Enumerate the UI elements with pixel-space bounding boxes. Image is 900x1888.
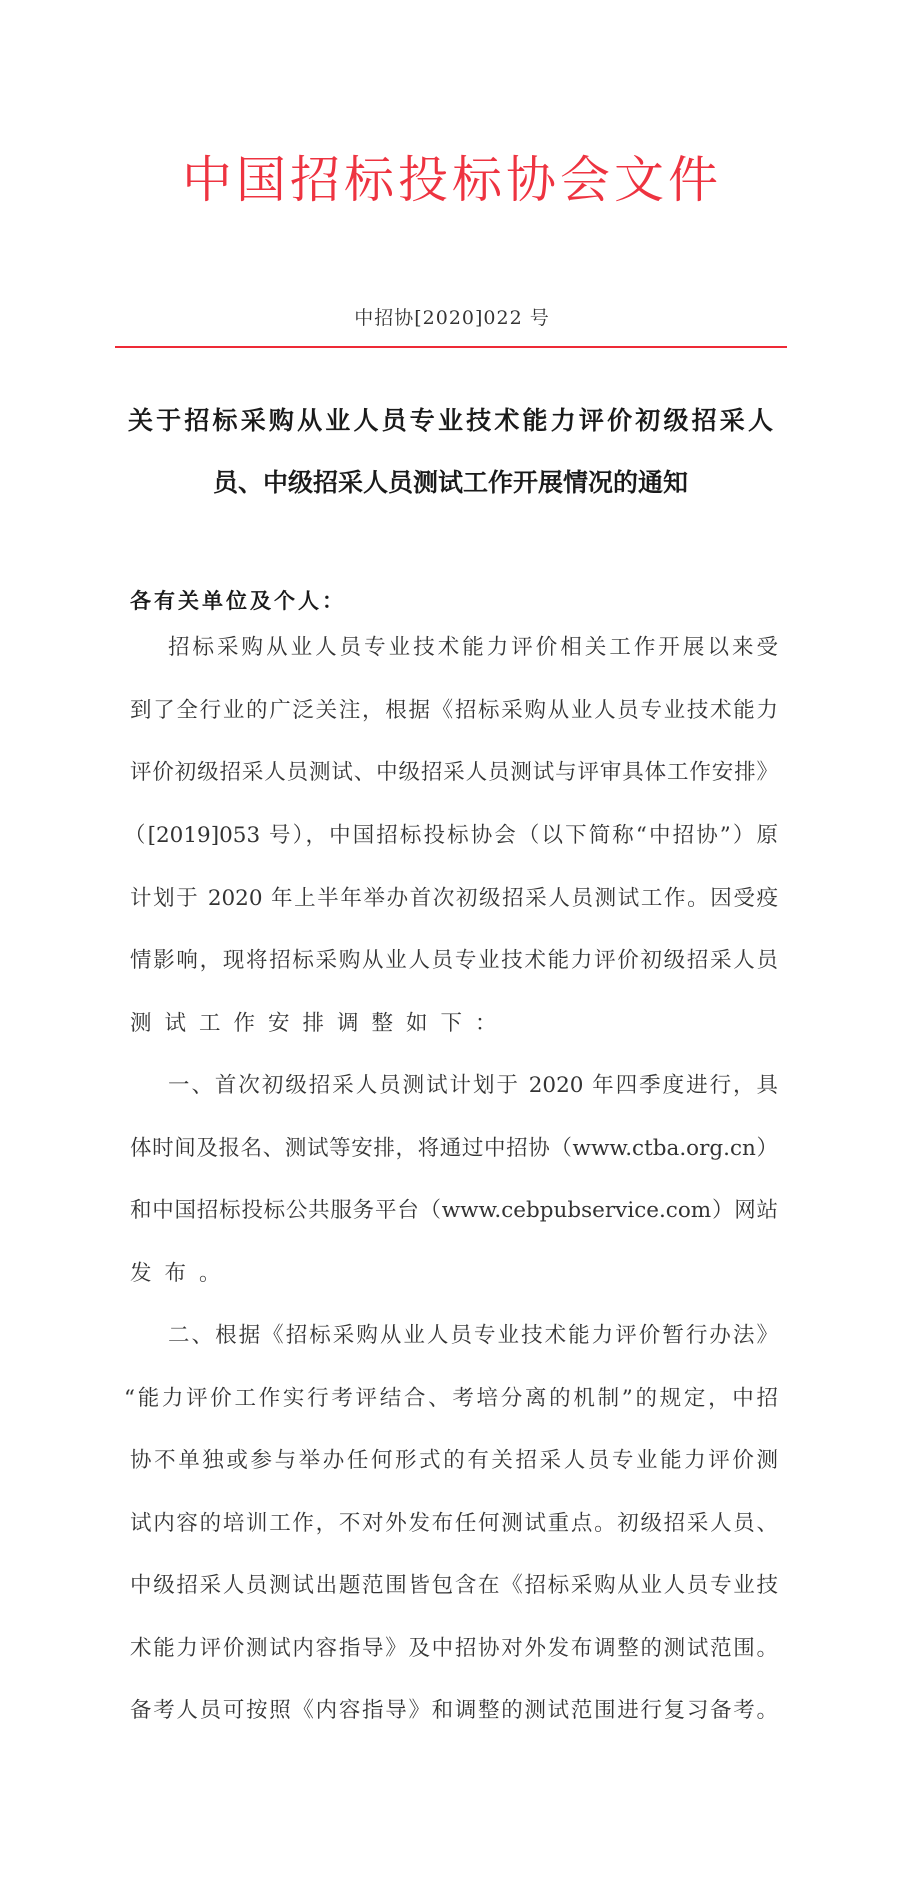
body-line: 计划于 2020 年上半年举办首次初级招采人员测试工作。因受疫 [130, 886, 778, 911]
masthead-title: 中国招标投标协会文件 [182, 151, 722, 209]
document-number: 中招协[2020]022 号 [354, 307, 550, 329]
red-divider-rule [115, 346, 787, 348]
body-line: 二、根据《招标采购从业人员专业技术能力评价暂行办法》 [168, 1323, 778, 1348]
body-line: 一、首次初级招采人员测试计划于 2020 年四季度进行，具 [168, 1073, 778, 1098]
body-line: 体时间及报名、测试等安排，将通过中招协（www.ctba.org.cn） [130, 1136, 778, 1161]
body-line: 到了全行业的广泛关注，根据《招标采购从业人员专业技术能力 [130, 698, 778, 723]
body-line: 协不单独或参与举办任何形式的有关招采人员专业能力评价测 [130, 1448, 778, 1473]
notice-title-line-2: 员、中级招采人员测试工作开展情况的通知 [212, 468, 688, 497]
body-line: 和中国招标投标公共服务平台（www.cebpubservice.com）网站 [130, 1198, 778, 1223]
body-line: 情影响，现将招标采购从业人员专业技术能力评价初级招采人员 [130, 948, 778, 973]
body-line: 评价初级招采人员测试、中级招采人员测试与评审具体工作安排》 [130, 760, 778, 785]
body-line: （[2019]053 号），中国招标投标协会（以下简称“中招协”）原 [124, 823, 778, 848]
body-line: 试内容的培训工作，不对外发布任何测试重点。初级招采人员、 [130, 1511, 778, 1536]
body-line: 测试工作安排调整如下： [130, 1011, 510, 1036]
body-line: 备考人员可按照《内容指导》和调整的测试范围进行复习备考。 [130, 1698, 778, 1723]
body-line: 中级招采人员测试出题范围皆包含在《招标采购从业人员专业技 [130, 1573, 778, 1598]
salutation: 各有关单位及个人： [130, 589, 346, 613]
body-line: 发布。 [130, 1261, 234, 1286]
body-line: 招标采购从业人员专业技术能力评价相关工作开展以来受 [168, 635, 778, 660]
notice-title-line-1: 关于招标采购从业人员专业技术能力评价初级招采人 [128, 406, 773, 435]
body-line: 术能力评价测试内容指导》及中招协对外发布调整的测试范围。 [130, 1636, 778, 1661]
body-line: “能力评价工作实行考评结合、考培分离的机制”的规定，中招 [124, 1386, 778, 1411]
